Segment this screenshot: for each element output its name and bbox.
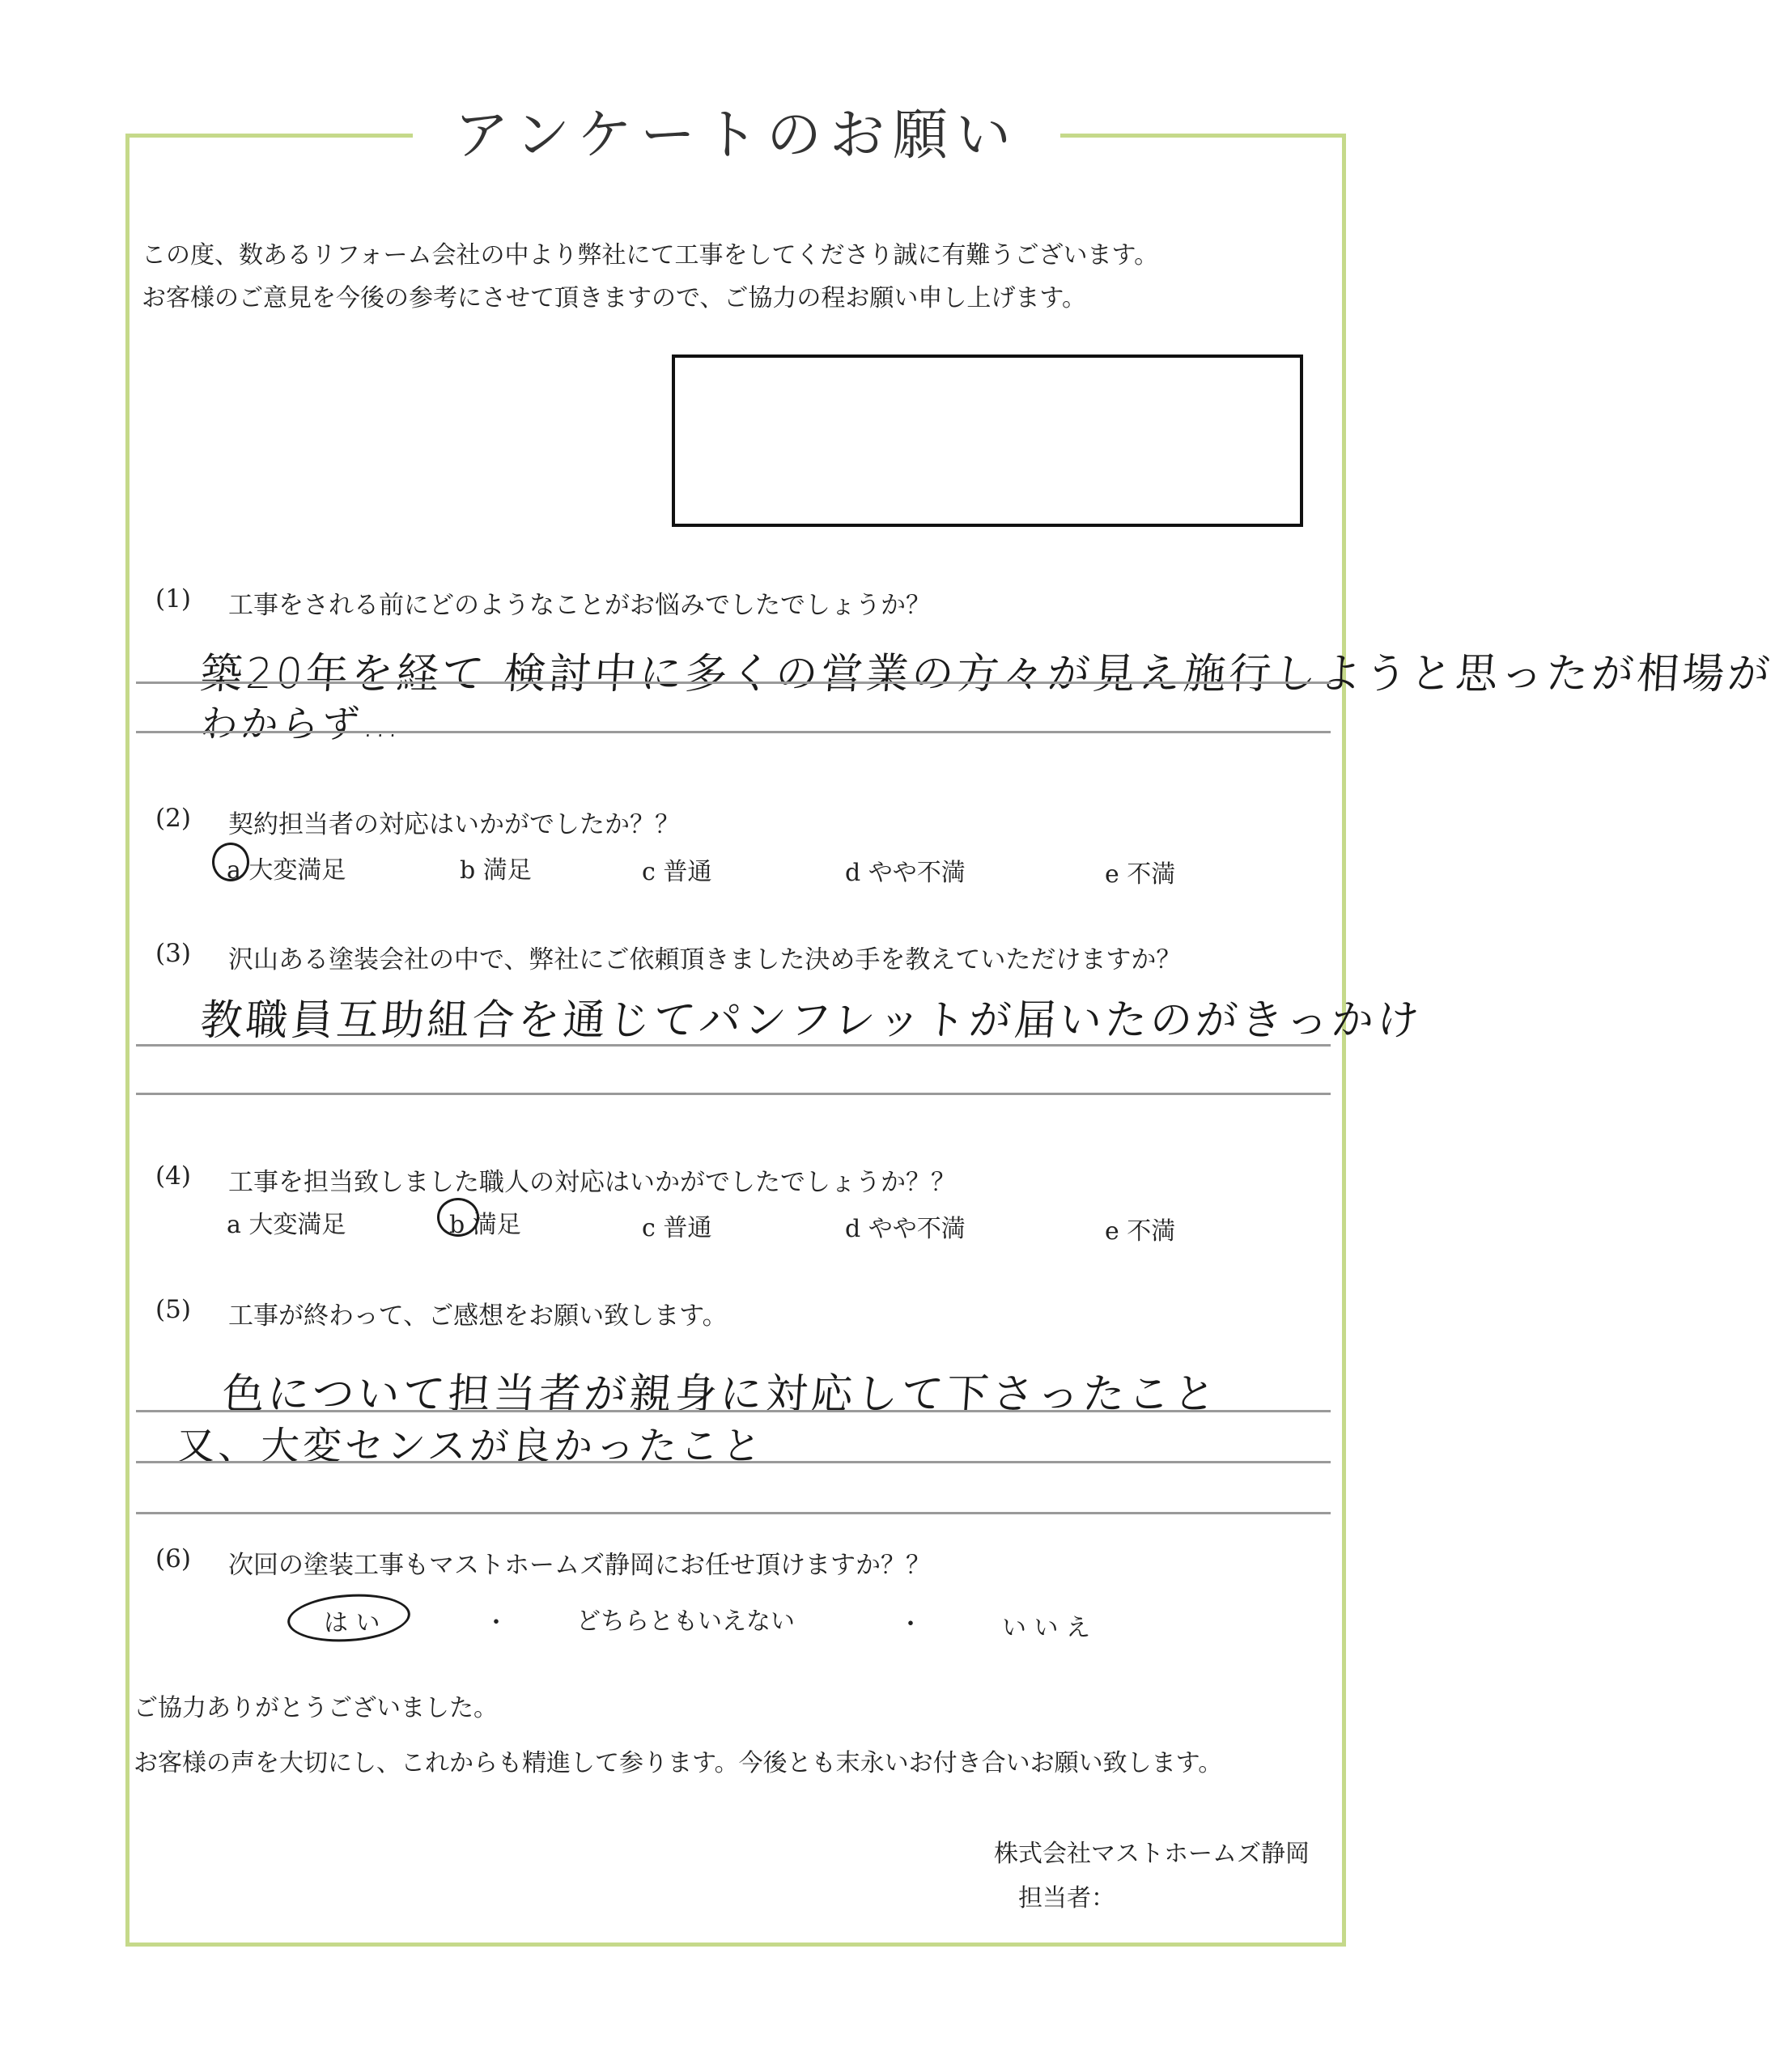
- q2-option-b[interactable]: b 満足: [460, 856, 532, 885]
- q5-number: (5): [155, 1295, 191, 1324]
- answer-rule: [136, 1044, 1331, 1047]
- q4-number: (4): [155, 1161, 191, 1191]
- q6-separator: ・: [484, 1609, 508, 1637]
- answer-rule: [136, 1461, 1331, 1463]
- answer-rule: [136, 1093, 1331, 1095]
- q6-separator: ・: [898, 1611, 923, 1639]
- page-title: アンケートのお願い: [413, 96, 1060, 176]
- q6-number: (6): [155, 1544, 191, 1573]
- answer-rule: [136, 681, 1331, 684]
- q5-answer-line-1: 色について担当者が親身に対応して下さったこと: [220, 1370, 1221, 1419]
- q4-option-a[interactable]: a 大変満足: [227, 1211, 346, 1239]
- q2-option-d[interactable]: d やや不満: [845, 859, 966, 887]
- q4-text: 工事を担当致しました職人の対応はいかがでしたでしょうか？？: [228, 1168, 956, 1197]
- q6-option-no[interactable]: い い え: [1002, 1614, 1091, 1642]
- q3-answer-line-1: 教職員互助組合を通じてパンフレットが届いたのがきっかけ: [198, 996, 1425, 1045]
- q1-text: 工事をされる前にどのようなことがお悩みでしたでしょうか？: [228, 591, 931, 620]
- intro-line-1: この度、数あるリフォーム会社の中より弊社にて工事をしてくださり誠に有難うございます。: [142, 241, 1159, 270]
- answer-rule: [136, 1512, 1331, 1514]
- q5-text: 工事が終わって、ご感想をお願い致します。: [228, 1301, 728, 1331]
- closing-line-1: ご協力ありがとうございました。: [134, 1694, 498, 1722]
- q2-option-c[interactable]: c 普通: [642, 858, 712, 886]
- closing-line-2: お客様の声を大切にし、これからも精進して参ります。今後とも末永いお付き合いお願い致します。: [134, 1749, 1223, 1777]
- q4-option-d[interactable]: d やや不満: [845, 1215, 966, 1243]
- staff-label: 担当者：: [1018, 1884, 1115, 1913]
- q3-number: (3): [155, 939, 191, 968]
- answer-rule: [136, 731, 1331, 733]
- q4-option-c[interactable]: c 普通: [642, 1214, 712, 1242]
- intro-line-2: お客様のご意見を今後の参考にさせて頂きますので、ご協力の程お願い申し上げます。: [142, 284, 1086, 312]
- customer-name-box: [672, 355, 1303, 527]
- q2-option-a[interactable]: a 大変満足: [227, 856, 346, 885]
- q1-number: (1): [155, 584, 191, 614]
- q6-text: 次回の塗装工事もマストホームズ静岡にお任せ頂けますか？？: [228, 1551, 931, 1580]
- answer-rule: [136, 1410, 1331, 1412]
- q1-answer-line-1: 築20年を経て 検討中に多くの営業の方々が見え施行しようと思ったが相場が: [198, 650, 1775, 698]
- company-name: 株式会社マストホームズ静岡: [994, 1840, 1310, 1868]
- q2-number: (2): [155, 804, 191, 833]
- q2-text: 契約担当者の対応はいかがでしたか？？: [228, 810, 680, 839]
- q5-answer-line-2: 又、大変センスが良かったこと: [174, 1424, 766, 1469]
- q6-option-neither[interactable]: どちらともいえない: [576, 1607, 795, 1636]
- q1-answer-line-2: わからず…: [198, 702, 405, 745]
- q2-option-e[interactable]: e 不満: [1105, 860, 1176, 889]
- q3-text: 沢山ある塗装会社の中で、弊社にご依頼頂きました決め手を教えていただけますか？: [228, 945, 1182, 974]
- q4-option-e[interactable]: e 不満: [1105, 1217, 1176, 1246]
- q4-option-b[interactable]: b 満足: [449, 1211, 521, 1239]
- q6-option-yes[interactable]: は い: [324, 1609, 380, 1637]
